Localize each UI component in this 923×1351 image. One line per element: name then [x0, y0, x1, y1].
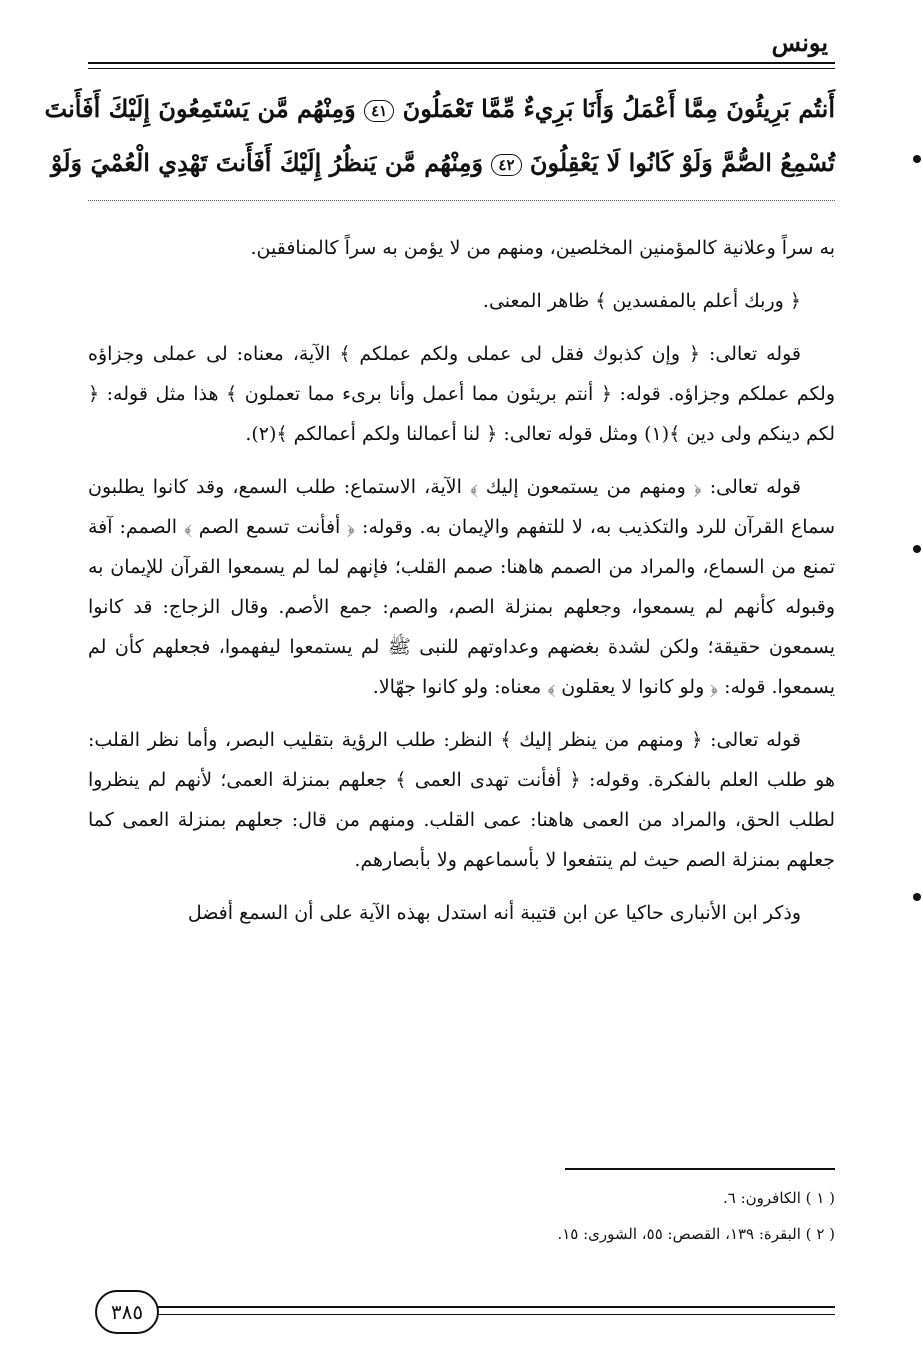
- verse-line-1: [44, 82, 835, 136]
- commentary-paragraph: قوله تعالى: ﴿ ومنهم من ينظر إليك ﴾ النظر: طلب الرؤية بتقليب البصر، وأما نظر القلب: هو طلب العلم بالفكرة. وقوله: ﴿ أفأنت تهدى العمى ﴾ جعلهم بمنزلة العمى؛ لأنهم لم ينظروا لطلب الحق، والمراد من العمى هاهنا: عمى القلب. ومنهم من قال: جعلهم بمنزلة العمى كما جعلهم بمنزلة الصم حيث لم ينتفعوا لا بأسماعهم ولا بأبصارهم.: [88, 729, 835, 871]
- verse-text: تُسْمِعُ الصُّمَّ وَلَوْ كَانُوا لَا يَعْقِلُونَ: [529, 148, 835, 177]
- footnote-1: ( ١ ) الكافرون: ٦.: [722, 1189, 835, 1207]
- header-rule-top: [88, 62, 835, 64]
- margin-dot-icon: [913, 545, 921, 553]
- verse-text: وَمِنْهُم مَّن يَنظُرُ إِلَيْكَ أَفَأَنتَ تَهْدِي الْعُمْيَ وَلَوْ: [50, 148, 484, 177]
- verse-text: وَمِنْهُم مَّن يَسْتَمِعُونَ إِلَيْكَ أَفَأَنتَ: [44, 94, 356, 123]
- surah-title: يونس: [771, 28, 828, 57]
- verse-text: أَنتُم بَرِيئُونَ مِمَّا أَعْمَلُ وَأَنَا بَرِيءٌ مِّمَّا تَعْمَلُونَ: [402, 94, 835, 123]
- footnote-2: ( ٢ ) البقرة: ١٣٩، القصص: ٥٥، الشورى: ١٥.: [557, 1225, 835, 1243]
- commentary-paragraph: به سراً وعلانية كالمؤمنين المخلصين، ومنهم من لا يؤمن به سراً كالمنافقين.: [250, 237, 835, 259]
- commentary-paragraph: ﴿ وربك أعلم بالمفسدين ﴾ ظاهر المعنى.: [482, 290, 801, 312]
- quran-verses: [44, 82, 835, 190]
- footnote-rule: [565, 1168, 835, 1170]
- commentary-paragraph: قوله تعالى: ﴿ ومنهم من يستمعون إليك ﴾ الآية، الاستماع: طلب السمع، وقد كانوا يطلبون سماع القرآن للرد والتكذيب به، لا للتفهم والإيمان به. وقوله: ﴿ أفأنت تسمع الصم ﴾ الصمم: آفة تمنع من السماع، والمراد من الصمم هاهنا: صمم القلب؛ فإنهم لما لم يسمعوا القرآن للإيمان به وقبوله كأنهم لم يسمعوا، وجعلهم بمنزلة الصم، والصم: جمع الأصم. وقال الزجاج: قد كانوا يسمعون حقيقة؛ ولكن لشدة بغضهم وعداوتهم للنبى ﷺ لم يستمعوا ليفهموا، فجعلهم كأن لم يسمعوا. قوله: ﴿ ولو كانوا لا يعقلون ﴾ معناه: ولو كانوا جهّالا.: [88, 476, 835, 698]
- header-rule-bottom: [88, 68, 835, 69]
- verse-number-marker: ٤٢: [491, 154, 521, 176]
- margin-dot-icon: [913, 893, 921, 901]
- commentary-paragraph: وذكر ابن الأنبارى حاكيا عن ابن قتيبة أنه استدل بهذه الآية على أن السمع أفضل: [187, 902, 801, 924]
- page-number: ٣٨٥: [95, 1290, 159, 1334]
- verse-line-2: [50, 136, 835, 190]
- footer-rule: [150, 1306, 835, 1315]
- verses-divider: [88, 200, 835, 201]
- footnotes: [88, 1180, 835, 1252]
- verse-number-marker: ٤١: [364, 100, 394, 122]
- margin-dot-icon: [913, 155, 921, 163]
- commentary-paragraph: قوله تعالى: ﴿ وإن كذبوك فقل لى عملى ولكم عملكم ﴾ الآية، معناه: لى عملى وجزاؤه ولكم عملكم وجزاؤه. قوله: ﴿ أنتم بريئون مما أعمل وأنا برىء مما تعملون ﴾ هذا مثل قوله: ﴿ لكم دينكم ولى دين ﴾(١) ومثل قوله تعالى: ﴿ لنا أعمالنا ولكم أعمالكم ﴾(٢).: [88, 343, 835, 445]
- commentary-body: [88, 228, 835, 946]
